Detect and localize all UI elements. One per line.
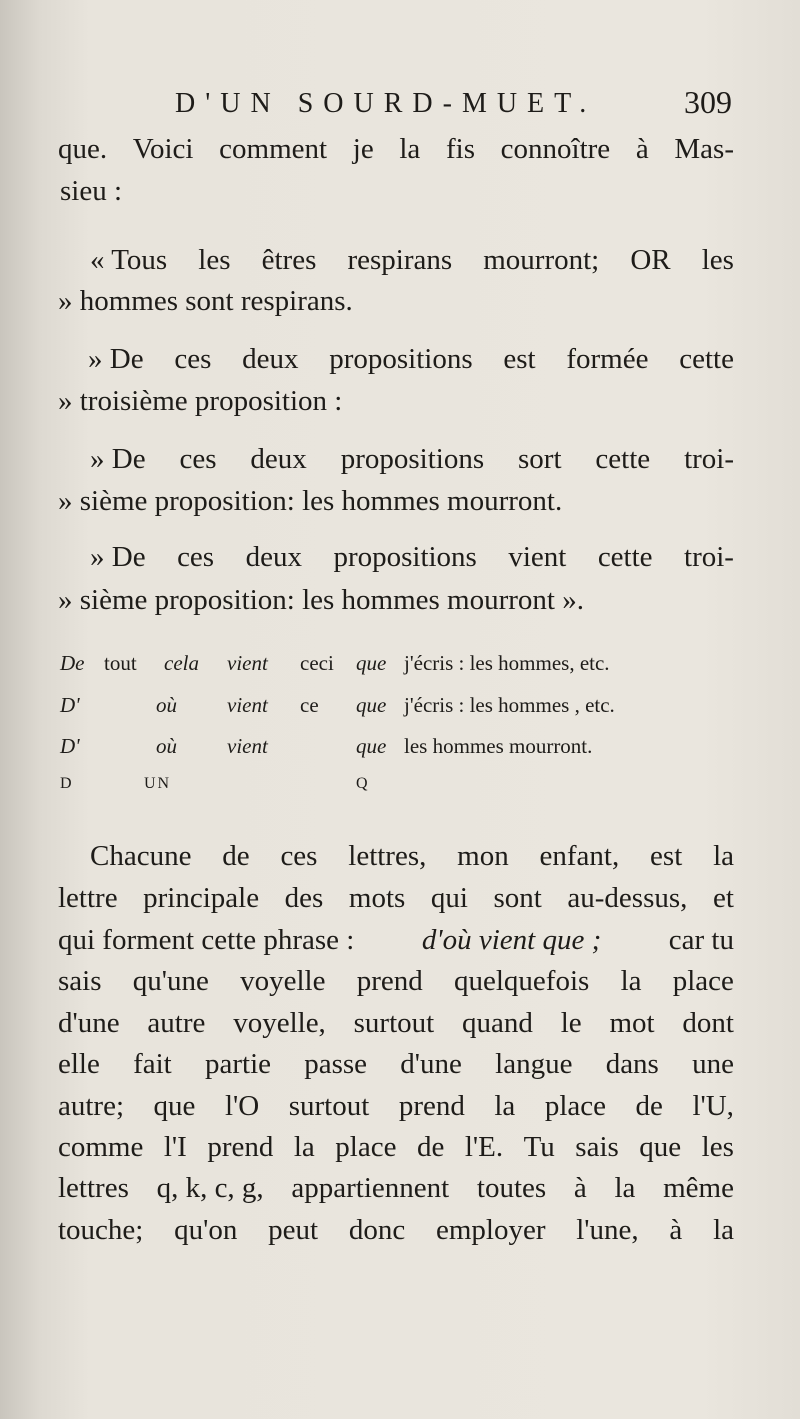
etym-cell: vient: [227, 651, 268, 675]
word: langue: [495, 1048, 573, 1080]
word: la: [713, 840, 734, 872]
word: propositions: [329, 343, 473, 375]
syllogism-line3: [88, 343, 734, 376]
paragraph2-line9: [58, 1172, 734, 1205]
word: d'une: [58, 1007, 120, 1039]
word: ces: [280, 840, 318, 872]
word: et: [712, 882, 734, 914]
syllogism-line7: [90, 541, 734, 574]
word: à: [635, 133, 649, 165]
word: sont: [493, 882, 542, 914]
word: dont: [682, 1007, 734, 1039]
paragraph2-line3: [58, 924, 734, 957]
word: de: [635, 1090, 663, 1122]
paragraph1-line1: [58, 133, 734, 166]
etym-cell: ce: [300, 693, 319, 717]
etym-cell: D': [60, 693, 80, 717]
etym-cell: où: [156, 734, 177, 758]
word: deux: [245, 541, 302, 573]
word: lettre: [58, 882, 118, 914]
word: quand: [462, 1007, 533, 1039]
word: la: [399, 133, 421, 165]
word: qui: [430, 882, 468, 914]
word: Tu: [523, 1131, 555, 1163]
word: sais: [575, 1131, 619, 1163]
etymology-row4: [60, 775, 740, 803]
word: » De: [90, 541, 146, 573]
etym-cell: j'écris : les hommes , etc.: [404, 693, 615, 717]
paragraph2-line3-post: car tu: [668, 924, 734, 956]
word: touche;: [58, 1214, 144, 1246]
word: même: [663, 1172, 734, 1204]
word: prend: [356, 965, 423, 997]
word: que: [153, 1090, 196, 1122]
syllogism-line8: » sième proposition: les hommes mourront ».: [58, 584, 584, 616]
word: mon: [457, 840, 509, 872]
word: ces: [179, 443, 217, 475]
word: q, k, c, g,: [156, 1172, 264, 1204]
word: » De: [90, 443, 146, 475]
paragraph1-line2: sieu :: [60, 175, 123, 207]
word: l'E.: [464, 1131, 504, 1163]
word: sais: [58, 965, 102, 997]
word: deux: [242, 343, 299, 375]
word: comment: [219, 133, 328, 165]
etym-cell: vient: [227, 734, 268, 758]
word: lettres: [58, 1172, 129, 1204]
word: est: [650, 840, 683, 872]
word: propositions: [333, 541, 477, 573]
word: troi-: [684, 443, 734, 475]
word: que.: [58, 133, 108, 165]
word: une: [692, 1048, 734, 1080]
etym-cell: UN: [144, 775, 172, 792]
paragraph2-line7: [58, 1090, 734, 1123]
word: fait: [133, 1048, 172, 1080]
etym-cell: De: [60, 651, 85, 675]
etym-cell: tout: [104, 651, 137, 675]
word: je: [352, 133, 374, 165]
word: la: [293, 1131, 315, 1163]
word: peut: [268, 1214, 319, 1246]
word: de: [222, 840, 250, 872]
paragraph2-line10: [58, 1214, 734, 1247]
word: prend: [207, 1131, 274, 1163]
word: mourront;: [483, 244, 600, 276]
word: formée: [566, 343, 649, 375]
word: surtout: [353, 1007, 435, 1039]
word: ces: [177, 541, 215, 573]
word: OR: [630, 244, 671, 276]
paragraph2-line3-pre: qui forment cette phrase :: [58, 924, 355, 956]
word: la: [713, 1214, 734, 1246]
etym-cell: D': [60, 734, 80, 758]
word: principale: [143, 882, 260, 914]
syllogism-line4: » troisième proposition :: [58, 385, 343, 417]
word: qu'une: [132, 965, 209, 997]
word: êtres: [261, 244, 317, 276]
etym-cell: vient: [227, 693, 268, 717]
etymology-row1: [60, 651, 740, 679]
word: d'une: [400, 1048, 462, 1080]
word: la: [494, 1090, 516, 1122]
etym-cell: où: [156, 693, 177, 717]
word: sort: [518, 443, 562, 475]
etym-cell: que: [356, 651, 387, 675]
word: autre: [147, 1007, 206, 1039]
word: quelquefois: [454, 965, 590, 997]
word: qu'on: [174, 1214, 238, 1246]
word: place: [544, 1090, 607, 1122]
word: connoître: [500, 133, 611, 165]
word: la: [614, 1172, 636, 1204]
word: propositions: [340, 443, 485, 475]
word: les: [701, 1131, 734, 1163]
word: au-dessus,: [567, 882, 688, 914]
word: voyelle,: [233, 1007, 326, 1039]
word: à: [573, 1172, 587, 1204]
word: des: [284, 882, 324, 914]
word: voyelle: [240, 965, 326, 997]
page-number: 309: [684, 84, 732, 120]
word: place: [335, 1131, 397, 1163]
word: cette: [595, 443, 651, 475]
word: surtout: [288, 1090, 370, 1122]
word: Chacune: [90, 840, 192, 872]
word: prend: [398, 1090, 465, 1122]
word: donc: [348, 1214, 406, 1246]
word: dans: [605, 1048, 659, 1080]
word: l'U,: [692, 1090, 734, 1122]
paragraph2-line4: [58, 965, 734, 998]
word: respirans: [347, 244, 453, 276]
word: lettres,: [348, 840, 427, 872]
paragraph2-line3-italic: d'où vient que ;: [421, 924, 602, 956]
word: les: [198, 244, 231, 276]
paragraph2-line5: [58, 1007, 734, 1040]
etymology-row2: [60, 693, 740, 721]
word: l'I: [163, 1131, 187, 1163]
word: mots: [348, 882, 406, 914]
word: employer: [435, 1214, 546, 1246]
word: cette: [679, 343, 734, 375]
word: toutes: [476, 1172, 547, 1204]
word: cette: [597, 541, 653, 573]
word: partie: [204, 1048, 271, 1080]
paragraph2-line1: [90, 840, 734, 873]
word: deux: [250, 443, 307, 475]
etymology-row3: [60, 734, 740, 762]
word: de: [416, 1131, 445, 1163]
word: Mas-: [674, 133, 734, 165]
paragraph2-line6: [58, 1048, 734, 1081]
etym-cell: que: [356, 734, 387, 758]
word: ces: [174, 343, 212, 375]
word: place: [672, 965, 734, 997]
etym-cell: cela: [164, 651, 199, 675]
syllogism-line5: [90, 443, 734, 476]
word: autre;: [58, 1090, 125, 1122]
word: troi-: [684, 541, 734, 573]
etym-cell: j'écris : les hommes, etc.: [404, 651, 610, 675]
word: mot: [609, 1007, 655, 1039]
etym-cell: D: [60, 775, 74, 792]
word: » De: [88, 343, 144, 375]
syllogism-line6: » sième proposition: les hommes mourront.: [58, 485, 563, 517]
etym-cell: que: [356, 693, 387, 717]
syllogism-line1: [90, 244, 734, 277]
etym-cell: Q: [356, 775, 370, 792]
word: les: [701, 244, 734, 276]
word: que: [639, 1131, 682, 1163]
word: elle: [58, 1048, 100, 1080]
word: enfant,: [539, 840, 620, 872]
word: « Tous: [90, 244, 168, 276]
paragraph2-line2: [58, 882, 734, 915]
syllogism-line2: » hommes sont respirans.: [58, 285, 353, 317]
word: l'une,: [576, 1214, 639, 1246]
word: le: [560, 1007, 582, 1039]
etym-cell: ceci: [300, 651, 334, 675]
word: Voici: [132, 133, 194, 165]
paragraph2-line8: [58, 1131, 734, 1164]
word: passe: [304, 1048, 368, 1080]
word: fis: [445, 133, 475, 165]
word: à: [669, 1214, 683, 1246]
word: vient: [508, 541, 567, 573]
word: l'O: [224, 1090, 260, 1122]
running-title: D'UN SOURD-MUET.: [175, 88, 597, 119]
word: comme: [58, 1131, 144, 1163]
word: appartiennent: [291, 1172, 450, 1204]
word: est: [503, 343, 536, 375]
word: la: [620, 965, 642, 997]
etym-cell: les hommes mourront.: [404, 734, 593, 758]
